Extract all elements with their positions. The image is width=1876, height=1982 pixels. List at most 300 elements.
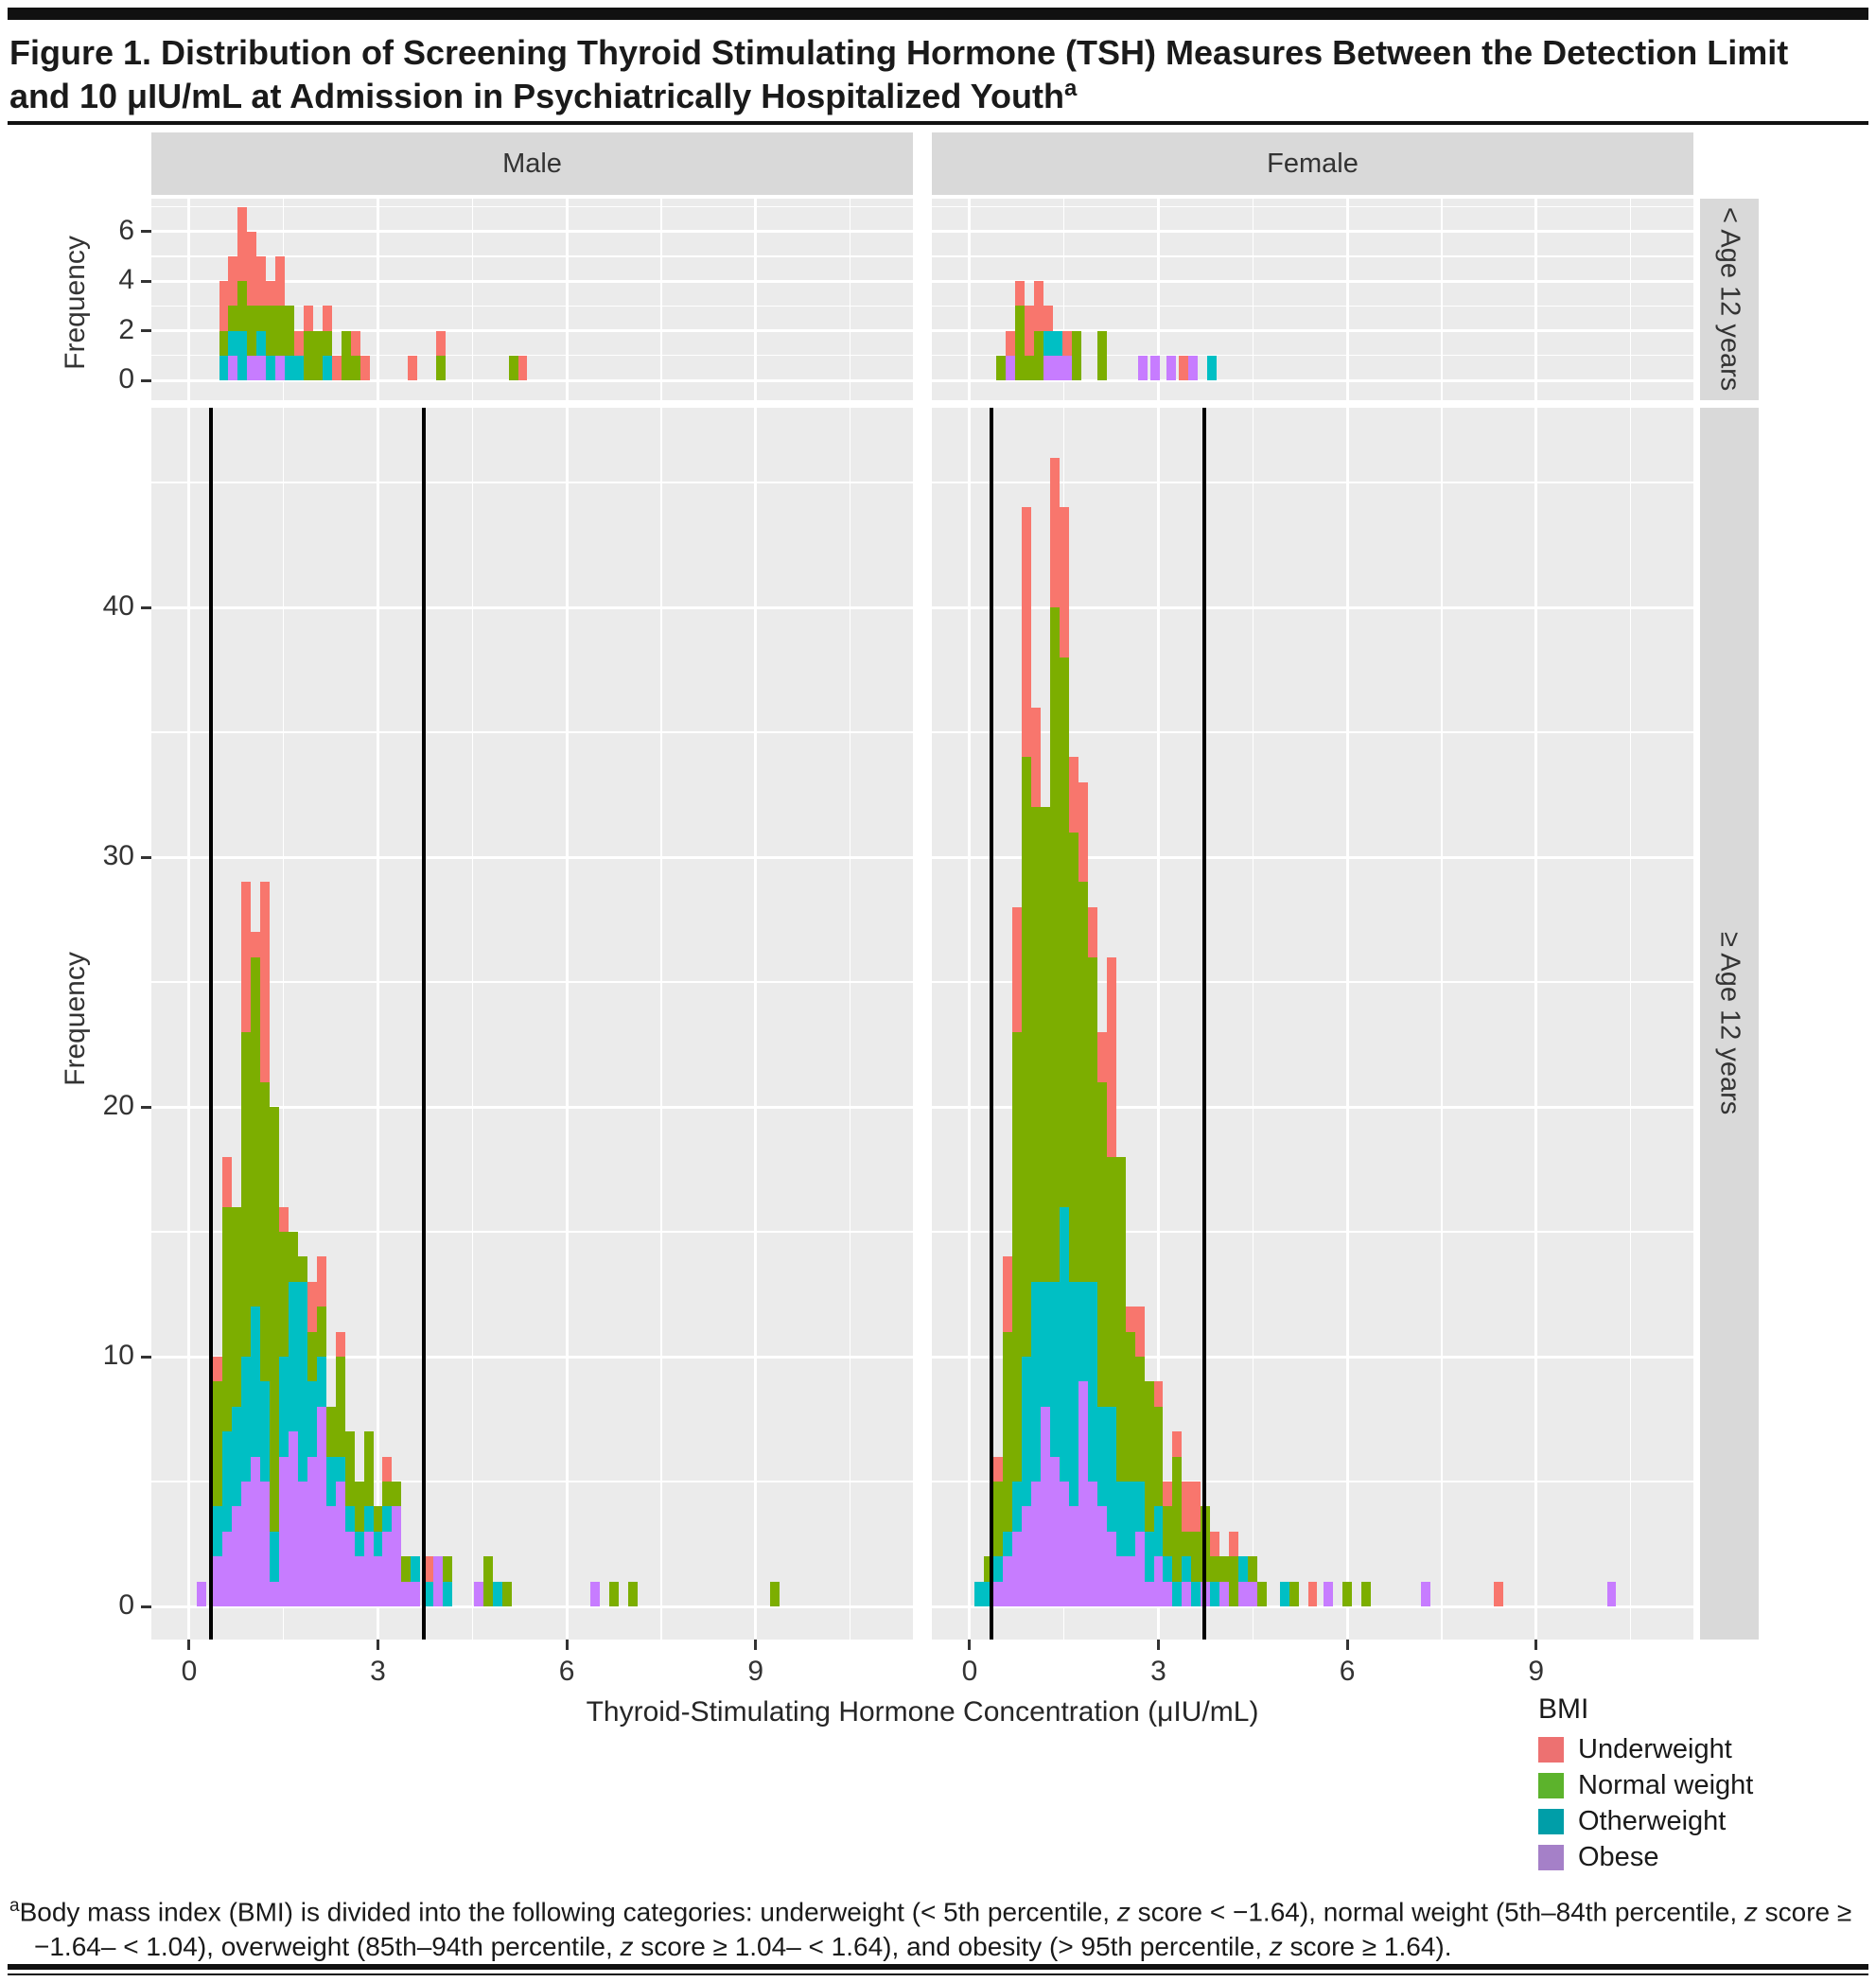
histogram-bar-segment — [345, 1431, 355, 1506]
histogram-bar-segment — [1607, 1582, 1617, 1606]
histogram-bar-segment — [1207, 356, 1217, 380]
histogram-bar-segment — [502, 1582, 512, 1606]
y-axis-tick-label: 4 — [118, 264, 134, 296]
histogram-bar-segment — [1041, 807, 1050, 1282]
histogram-bar-segment — [1107, 1407, 1116, 1532]
histogram-bar-segment — [1116, 1157, 1126, 1482]
histogram-bar-segment — [326, 1407, 336, 1457]
histogram-bar-segment — [1182, 1582, 1191, 1606]
facet-strip-age-under12 — [1700, 199, 1759, 400]
histogram-bar-segment — [518, 356, 528, 380]
histogram-bar-segment — [1154, 1407, 1164, 1507]
x-axis-tick — [968, 1640, 971, 1650]
gridline-x-major — [968, 408, 971, 1640]
histogram-bar-segment — [1006, 356, 1015, 380]
histogram-bar-segment — [392, 1506, 401, 1606]
x-axis-tick-label: 6 — [558, 1656, 575, 1687]
histogram-bar-segment — [1126, 1482, 1135, 1556]
histogram-bar-segment — [408, 356, 417, 380]
histogram-bar-segment — [1280, 1582, 1289, 1606]
y-axis-tick — [141, 1605, 151, 1608]
histogram-bar-segment — [1012, 907, 1022, 1032]
histogram-bar-segment — [270, 1532, 279, 1582]
gridline-y-major — [932, 606, 1693, 609]
histogram-bar-segment — [1043, 356, 1053, 380]
histogram-bar-segment — [1154, 1556, 1164, 1606]
histogram-bar-segment — [1494, 1582, 1503, 1606]
gridline-x-minor — [1630, 199, 1631, 400]
histogram-bar-segment — [1022, 1357, 1031, 1506]
gridline-x-minor — [1441, 199, 1442, 400]
histogram-bar-segment — [364, 1506, 374, 1531]
histogram-bar-segment — [1126, 1556, 1135, 1606]
footnote-text: z — [1116, 1897, 1131, 1927]
histogram-bar-segment — [382, 1482, 392, 1506]
histogram-bar-segment — [219, 281, 229, 330]
histogram-bar-segment — [336, 1332, 345, 1357]
gridline-x-minor — [1253, 199, 1254, 400]
histogram-bar-segment — [232, 1407, 241, 1507]
histogram-bar-segment — [1135, 1482, 1145, 1532]
y-axis-tick — [141, 379, 151, 382]
legend-entry-label: Underweight — [1578, 1733, 1732, 1764]
histogram-bar-segment — [298, 1482, 307, 1606]
gridline-x-major — [1346, 199, 1349, 400]
histogram-bar-segment — [1126, 1332, 1135, 1482]
histogram-bar-segment — [304, 306, 313, 330]
histogram-bar-segment — [1163, 1582, 1172, 1606]
histogram-bar-segment — [241, 1032, 251, 1357]
gridline-x-major — [1346, 408, 1349, 1640]
histogram-bar-segment — [323, 331, 332, 356]
x-axis-title: Thyroid-Stimulating Hormone Concentration (μIU/mL) — [586, 1696, 1259, 1728]
legend — [1538, 1693, 1850, 1875]
legend-entry — [1538, 1767, 1850, 1803]
histogram-bar-segment — [213, 1506, 222, 1556]
histogram-bar-segment — [275, 356, 285, 380]
histogram-bar-segment — [355, 1482, 364, 1532]
histogram-bar-segment — [1069, 1282, 1078, 1507]
histogram-bar-segment — [1050, 1282, 1060, 1457]
footnote-text: z — [1269, 1932, 1283, 1962]
gridline-y-major — [932, 230, 1693, 233]
legend-entry-label: Obese — [1578, 1841, 1659, 1872]
histogram-bar-segment — [332, 356, 342, 380]
histogram-bar-segment — [1154, 1381, 1164, 1406]
histogram-bar-segment — [1191, 1482, 1201, 1532]
gridline-x-major — [187, 408, 190, 1640]
x-axis-tick — [1534, 1640, 1537, 1650]
histogram-bar-segment — [1289, 1582, 1299, 1606]
gridline-x-minor — [472, 199, 473, 400]
x-axis-tick-label: 6 — [1339, 1656, 1356, 1687]
histogram-bar-segment — [232, 1506, 241, 1606]
histogram-bar-segment — [260, 1482, 270, 1606]
histogram-bar-segment — [1060, 1482, 1069, 1606]
histogram-bar-segment — [382, 1506, 392, 1531]
gridline-y-minor — [151, 731, 913, 732]
facet-strip-age-12plus-label: ≥ Age 12 years — [1714, 932, 1745, 1115]
histogram-bar-segment — [266, 281, 275, 306]
histogram-bar-segment — [609, 1582, 619, 1606]
histogram-bar-segment — [1210, 1556, 1219, 1581]
histogram-bar-segment — [351, 331, 360, 356]
histogram-bar-segment — [1078, 1282, 1088, 1382]
histogram-bar-segment — [345, 1506, 355, 1531]
title-rule — [8, 121, 1868, 125]
y-axis-tick — [141, 1356, 151, 1359]
y-axis-title-bottom: Frequency — [60, 952, 91, 1086]
facet-strip-female — [932, 132, 1693, 195]
x-axis-tick-label: 3 — [1150, 1656, 1166, 1687]
histogram-bar-segment — [1210, 1582, 1219, 1606]
histogram-bar-segment — [401, 1582, 411, 1606]
histogram-bar-segment — [1097, 1506, 1107, 1606]
histogram-bar-segment — [279, 1232, 289, 1357]
y-axis-tick-label: 40 — [102, 590, 134, 622]
histogram-bar-segment — [1172, 1582, 1182, 1606]
histogram-bar-segment — [247, 232, 256, 307]
histogram-bar-segment — [993, 1556, 1003, 1581]
histogram-bar-segment — [770, 1582, 780, 1606]
facet-strip-female-label: Female — [1267, 148, 1359, 179]
histogram-bar-segment — [1145, 1381, 1154, 1531]
histogram-bar-segment — [247, 306, 256, 355]
histogram-bar-segment — [1238, 1582, 1248, 1606]
y-axis-tick — [141, 280, 151, 283]
histogram-bar-segment — [317, 1256, 326, 1307]
x-axis-tick-label: 3 — [370, 1656, 386, 1687]
histogram-bar-segment — [1015, 281, 1025, 306]
histogram-bar-segment — [1060, 1207, 1069, 1482]
histogram-bar-segment — [1022, 757, 1031, 1357]
histogram-bar-segment — [1163, 1506, 1172, 1556]
histogram-bar-segment — [336, 1482, 345, 1606]
histogram-bar-segment — [237, 207, 247, 282]
histogram-bar-segment — [1308, 1582, 1318, 1606]
histogram-bar-segment — [232, 1207, 241, 1407]
footnote-text: score ≥ 1.04– < 1.64), and obesity (> 95th percentile, — [633, 1932, 1270, 1962]
histogram-bar-segment — [1053, 331, 1062, 356]
histogram-bar-segment — [411, 1582, 420, 1606]
histogram-bar-segment — [1025, 306, 1034, 355]
histogram-bar-segment — [323, 356, 332, 380]
legend-entries — [1538, 1731, 1850, 1875]
histogram-bar-segment — [228, 306, 237, 330]
histogram-bar-segment — [1031, 708, 1041, 808]
histogram-bar-segment — [374, 1556, 383, 1606]
gridline-y-minor — [932, 206, 1693, 207]
legend-entry-label: Normal weight — [1578, 1769, 1754, 1800]
histogram-bar-segment — [1116, 1482, 1126, 1556]
histogram-bar-segment — [1069, 757, 1078, 832]
histogram-bar-segment — [436, 356, 446, 380]
figure-title — [9, 32, 1835, 117]
histogram-bar-segment — [1126, 1307, 1135, 1331]
histogram-bar-segment — [1172, 1431, 1182, 1456]
y-axis-tick-label: 30 — [102, 840, 134, 871]
y-axis-tick-label: 6 — [118, 214, 134, 246]
y-axis-tick-label: 0 — [118, 1589, 134, 1621]
histogram-bar-segment — [1012, 1482, 1022, 1532]
histogram-bar-segment — [1150, 356, 1160, 380]
histogram-bar-segment — [1043, 331, 1053, 356]
histogram-bar-segment — [1219, 1582, 1229, 1606]
histogram-bar-segment — [483, 1556, 493, 1606]
histogram-bar-segment — [294, 331, 304, 356]
y-axis-tick-label: 2 — [118, 313, 134, 345]
x-axis-tick — [1157, 1640, 1160, 1650]
histogram-bar-segment — [1097, 1032, 1107, 1082]
legend-entry-label: Otherweight — [1578, 1805, 1727, 1836]
histogram-bar-segment — [382, 1532, 392, 1606]
histogram-bar-segment — [251, 1457, 260, 1606]
histogram-bar-segment — [1050, 1457, 1060, 1606]
histogram-bar-segment — [1003, 1532, 1012, 1556]
histogram-bar-segment — [1003, 1556, 1012, 1606]
histogram-bar-segment — [382, 1457, 392, 1482]
histogram-bar-segment — [256, 331, 266, 356]
histogram-bar-segment — [289, 1282, 298, 1431]
histogram-bar-segment — [326, 1506, 336, 1606]
histogram-bar-segment — [351, 356, 360, 380]
histogram-bar-segment — [247, 356, 256, 380]
histogram-bar-segment — [260, 1082, 270, 1382]
histogram-bar-segment — [342, 331, 351, 380]
histogram-bar-segment — [974, 1582, 984, 1606]
histogram-bar-segment — [307, 1332, 317, 1382]
histogram-bar-segment — [313, 331, 323, 380]
histogram-bar-segment — [228, 331, 237, 356]
histogram-bar-segment — [1191, 1532, 1201, 1582]
histogram-bar-segment — [1088, 1482, 1097, 1606]
histogram-bar-segment — [1034, 331, 1043, 380]
histogram-bar-segment — [364, 1431, 374, 1506]
histogram-bar-segment — [1248, 1582, 1257, 1606]
gridline-y-major — [151, 606, 913, 609]
histogram-bar-segment — [256, 306, 266, 330]
histogram-bar-segment — [1107, 957, 1116, 1157]
histogram-bar-segment — [1088, 1282, 1097, 1482]
gridline-x-major — [754, 199, 757, 400]
legend-title: BMI — [1538, 1693, 1589, 1725]
gridline-x-major — [377, 408, 379, 1640]
histogram-bar-segment — [993, 1582, 1003, 1606]
histogram-bar-segment — [509, 356, 518, 380]
gridline-x-major — [1534, 199, 1537, 400]
histogram-bar-segment — [298, 1282, 307, 1482]
histogram-bar-segment — [222, 1157, 232, 1207]
x-axis-tick-label: 9 — [747, 1656, 764, 1687]
histogram-bar-segment — [307, 1381, 317, 1456]
y-axis-tick-label: 10 — [102, 1340, 134, 1371]
footnote-text: score ≥ −1.64– < 1.04), overweight (85th–94th percentile, — [34, 1897, 1852, 1962]
histogram-bar-segment — [401, 1556, 411, 1581]
histogram-bar-segment — [392, 1482, 401, 1506]
histogram-bar-segment — [1078, 1381, 1088, 1606]
histogram-bar-segment — [251, 1307, 260, 1456]
histogram-bar-segment — [1342, 1582, 1352, 1606]
histogram-bar-segment — [219, 331, 229, 356]
histogram-bar-segment — [364, 1532, 374, 1606]
gridline-x-minor — [660, 408, 661, 1640]
x-axis-tick — [377, 1640, 379, 1650]
histogram-bar-segment — [374, 1506, 383, 1531]
histogram-bar-segment — [1107, 1157, 1116, 1407]
facet-strip-age-12plus — [1700, 408, 1759, 1640]
histogram-bar-segment — [228, 256, 237, 306]
gridline-y-major — [151, 856, 913, 859]
histogram-bar-segment — [993, 1482, 1003, 1556]
panel-female-12plus — [932, 408, 1693, 1640]
footnote-text: score ≥ 1.64). — [1282, 1932, 1452, 1962]
histogram-bar-segment — [1182, 1532, 1191, 1556]
histogram-bar-segment — [326, 1457, 336, 1507]
histogram-bar-segment — [1069, 833, 1078, 1282]
histogram-bar-segment — [1088, 957, 1097, 1282]
histogram-bar-segment — [279, 1207, 289, 1232]
x-axis-tick-label: 9 — [1528, 1656, 1545, 1687]
gridline-x-minor — [1253, 408, 1254, 1640]
y-axis-title-top: Frequency — [60, 236, 91, 370]
x-axis-tick — [1346, 1640, 1349, 1650]
x-axis-tick — [754, 1640, 757, 1650]
histogram-bar-segment — [1182, 1482, 1191, 1532]
histogram-bar-segment — [1050, 607, 1060, 1282]
x-axis-tick — [187, 1640, 190, 1650]
footnote-text: Body mass index (BMI) is divided into the following categories: underweight (< 5th percentile, — [19, 1897, 1117, 1927]
histogram-bar-segment — [1041, 1407, 1050, 1606]
histogram-bar-segment — [251, 957, 260, 1307]
reference-line — [209, 408, 213, 1640]
gridline-x-minor — [660, 199, 661, 400]
histogram-bar-segment — [317, 1307, 326, 1357]
histogram-bar-segment — [1191, 1582, 1201, 1606]
histogram-bar-segment — [1145, 1532, 1154, 1582]
histogram-bar-segment — [1172, 1457, 1182, 1582]
gridline-y-major — [932, 280, 1693, 283]
histogram-bar-segment — [1210, 1532, 1219, 1556]
histogram-bar-segment — [260, 1381, 270, 1482]
histogram-bar-segment — [317, 1357, 326, 1407]
gridline-y-minor — [932, 731, 1693, 732]
bottom-rule-thin — [8, 1973, 1868, 1975]
histogram-bar-segment — [197, 1582, 206, 1606]
histogram-bar-segment — [1022, 507, 1031, 757]
histogram-bar-segment — [1188, 356, 1198, 380]
histogram-bar-segment — [1003, 1256, 1012, 1331]
histogram-bar-segment — [360, 356, 370, 380]
histogram-bar-segment — [294, 356, 304, 380]
histogram-bar-segment — [1097, 331, 1107, 380]
footnote-superscript: a — [9, 1896, 20, 1916]
histogram-bar-segment — [219, 356, 229, 380]
gridline-x-major — [377, 199, 379, 400]
histogram-bar-segment — [345, 1532, 355, 1606]
histogram-bar-segment — [1078, 882, 1088, 1281]
legend-swatch — [1538, 1773, 1564, 1798]
legend-swatch — [1538, 1845, 1564, 1870]
histogram-bar-segment — [275, 306, 285, 355]
histogram-bar-segment — [1421, 1582, 1430, 1606]
histogram-bar-segment — [289, 1431, 298, 1606]
top-rule — [8, 8, 1868, 20]
panel-female-under12 — [932, 199, 1693, 400]
facet-strip-age-under12-label: < Age 12 years — [1714, 207, 1745, 392]
footnote-text: z — [1744, 1897, 1758, 1927]
histogram-bar-segment — [266, 306, 275, 355]
histogram-bar-segment — [1107, 1532, 1116, 1606]
panel-male-under12 — [151, 199, 913, 400]
x-axis-tick — [566, 1640, 569, 1650]
histogram-bar-segment — [1060, 507, 1069, 657]
histogram-bar-segment — [436, 331, 446, 356]
histogram-bar-segment — [251, 932, 260, 956]
histogram-bar-segment — [289, 1232, 298, 1282]
histogram-bar-segment — [1179, 356, 1188, 380]
histogram-bar-segment — [1138, 356, 1148, 380]
histogram-bar-segment — [1060, 658, 1069, 1207]
histogram-bar-segment — [1041, 1282, 1050, 1407]
figure-title-superscript: a — [1063, 75, 1078, 101]
histogram-bar-segment — [307, 1457, 317, 1606]
histogram-bar-segment — [1012, 1032, 1022, 1482]
histogram-bar-segment — [443, 1582, 452, 1606]
legend-swatch — [1538, 1737, 1564, 1763]
y-axis-tick-label: 20 — [102, 1090, 134, 1121]
histogram-bar-segment — [213, 1556, 222, 1606]
histogram-bar-segment — [1097, 1407, 1107, 1507]
gridline-x-major — [1534, 408, 1537, 1640]
histogram-bar-segment — [275, 256, 285, 306]
gridline-x-minor — [1441, 408, 1442, 1640]
histogram-bar-segment — [1324, 1582, 1333, 1606]
footnote-text: z — [620, 1932, 634, 1962]
histogram-bar-segment — [1050, 458, 1060, 607]
histogram-bar-segment — [628, 1582, 638, 1606]
histogram-bar-segment — [1135, 1532, 1145, 1606]
histogram-bar-segment — [1229, 1556, 1238, 1606]
y-axis-tick-label: 0 — [118, 363, 134, 395]
histogram-bar-segment — [1361, 1582, 1371, 1606]
histogram-bar-segment — [222, 1431, 232, 1532]
histogram-bar-segment — [256, 256, 266, 306]
histogram-bar-segment — [1053, 356, 1062, 380]
histogram-bar-segment — [1072, 331, 1081, 380]
histogram-bar-segment — [1135, 1357, 1145, 1482]
histogram-bar-segment — [336, 1457, 345, 1482]
histogram-bar-segment — [1257, 1582, 1267, 1606]
histogram-bar-segment — [355, 1556, 364, 1606]
histogram-bar-segment — [298, 1256, 307, 1281]
histogram-bar-segment — [1062, 356, 1072, 380]
footnote — [9, 1894, 1876, 1965]
histogram-bar-segment — [993, 1457, 1003, 1482]
y-axis-tick — [141, 230, 151, 233]
histogram-bar-segment — [317, 1407, 326, 1606]
y-axis-tick — [141, 856, 151, 859]
histogram-bar-segment — [307, 1282, 317, 1332]
histogram-bar-segment — [256, 356, 266, 380]
gridline-y-minor — [151, 206, 913, 207]
gridline-x-minor — [472, 408, 473, 1640]
histogram-bar-segment — [213, 1357, 222, 1381]
legend-entry — [1538, 1839, 1850, 1875]
x-axis-tick-label: 0 — [181, 1656, 198, 1687]
gridline-y-minor — [932, 255, 1693, 256]
histogram-bar-segment — [996, 356, 1006, 380]
histogram-bar-segment — [1182, 1556, 1191, 1581]
